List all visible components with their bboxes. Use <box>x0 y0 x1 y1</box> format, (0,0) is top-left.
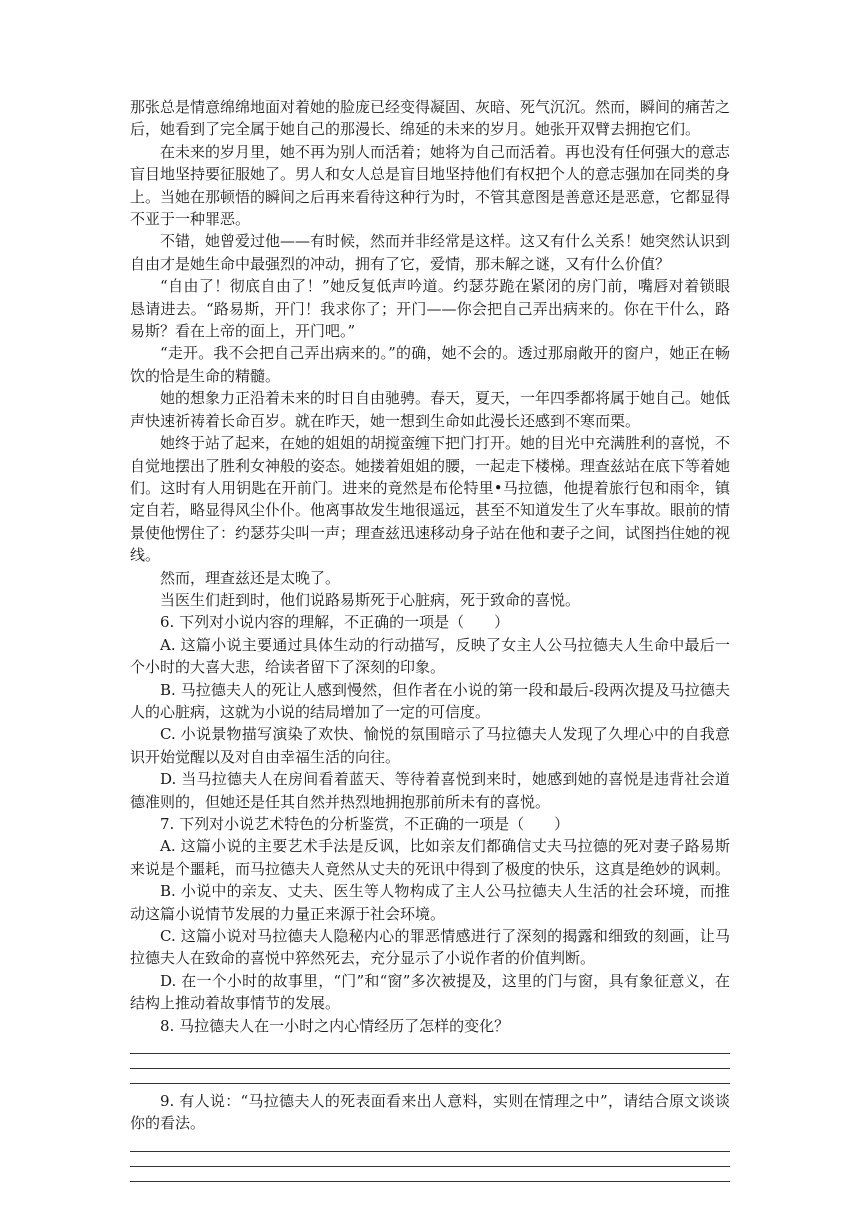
answer-line <box>130 1054 730 1069</box>
question-stem: 7. 下列对小说艺术特色的分析鉴赏，不正确的一项是（ ） <box>160 815 570 833</box>
passage-paragraph: 在未来的岁月里，她不再为别人而活着；她将为自己而活着。再也没有任何强大的意志盲目地坚持要征服她了。男人和女人总是盲目地坚持他们有权把个人的意志强加在同类的身上。当她在那顿悟的瞬间之后再来看待这种行为时，不管其意图是善意还是恶意，它都显得不亚于一种罪恶。 <box>130 142 731 229</box>
option-c: C. 这篇小说对马拉德夫人隐秘内心的罪恶情感进行了深刻的揭露和细致的刻画，让马拉德夫人在致命的喜悦中猝然死去，充分显示了小说作者的价值判断。 <box>130 927 730 968</box>
option-c: C. 小说景物描写演染了欢快、愉悦的氛围暗示了马拉德夫人发现了久埋心中的自我意识开始觉醒以及对自由幸福生活的向往。 <box>130 725 730 766</box>
passage-paragraph: 然而，理查兹还是太晚了。 <box>160 568 341 587</box>
answer-line <box>130 1167 730 1182</box>
exam-content <box>130 96 730 1188</box>
option-d: D. 当马拉德夫人在房间看着蓝天、等待着喜悦到来时，她感到她的喜悦是违背社会道德准则的，但她还是任其自然并热烈地拥抱那前所未有的喜悦。 <box>130 770 730 811</box>
passage-paragraph: 她的想象力正沿着未来的时日自由驰骋。春天，夏天，一年四季都将属于她自己。她低声快速祈祷着长命百岁。就在昨天，她一想到生命如此漫长还感到不寒而栗。 <box>130 389 731 430</box>
passage-paragraph: 她终于站了起来，在她的姐姐的胡搅蛮缠下把门打开。她的目光中充满胜利的喜悦，不自觉地摆出了胜利女神般的姿态。她搂着姐姐的腰，一起走下楼梯。理查兹站在底下等着她们。这时有人用钥匙在开前门。进来的竟然是布伦特里•马拉德，他提着旅行包和雨伞，镇定自若，略显得风尘仆仆。他离事故发生地很遥远，甚至不知道发生了火车事故。眼前的情景使他愣住了：约瑟芬尖叫一声；理查兹迅速移动身子站在他和妻子之间，试图挡住她的视线。 <box>130 434 731 565</box>
answer-line <box>130 1069 730 1084</box>
answer-line <box>130 1041 730 1054</box>
option-a: A. 这篇小说主要通过具体生动的行动描写，反映了女主人公马拉德夫人生命中最后一个小时的大喜大悲，给读者留下了深刻的印象。 <box>130 635 730 677</box>
passage-paragraph: “自由了！彻底自由了！”她反复低声吟道。约瑟芬跪在紧闭的房门前，嘴唇对着锁眼恳请进去。“路易斯，开门！我求你了；开门——你会把自己弄出病来的。你在干什么，路易斯？看在上帝的面上，开门吧。” <box>130 277 730 341</box>
option-a: A. 这篇小说的主要艺术手法是反讽，比如亲友们都确信丈夫马拉德的死对妻子路易斯来说是个噩耗，而马拉德夫人竟然从丈夫的死讯中得到了极度的快乐，这真是绝妙的讽刺。 <box>130 837 731 878</box>
question-8 <box>130 1015 730 1084</box>
question-stem: 6. 下列对小说内容的理解，不正确的一项是（ ） <box>160 613 510 632</box>
passage-paragraph: 那张总是情意绵绵地面对着她的脸庞已经变得凝固、灰暗、死气沉沉。然而，瞬间的痛苦之后，她看到了完全属于她自己的那漫长、绵延的未来的岁月。她张开双臂去拥抱它们。 <box>130 98 731 139</box>
option-b: B. 马拉德夫人的死让人感到慢然，但作者在小说的第一段和最后-段两次提及马拉德夫人的心脏病，这就为小说的结局增加了一定的可信度。 <box>130 680 730 721</box>
passage-paragraph: 当医生们赶到时，他们说路易斯死于心脏病，死于致命的喜悦。 <box>160 590 581 609</box>
question-stem: 9. 有人说：“马拉德夫人的死表面看来出人意料，实则在情理之中”，请结合原文谈谈你的看法。 <box>130 1092 730 1133</box>
passage-paragraph: “走开。我不会把自己弄出病来的。”的确，她不会的。透过那扇敞开的窗户，她正在畅饮的恰是生命的精髓。 <box>130 344 730 385</box>
question-7 <box>130 813 730 1015</box>
passage-paragraph: 不错，她曾爱过他——有时候，然而并非经常是这样。这又有什么关系！她突然认识到自由才是她生命中最强烈的冲动，拥有了它，爱情，那未解之谜，又有什么价值？ <box>130 232 731 273</box>
answer-line <box>130 1152 730 1167</box>
option-d: D. 在一个小时的故事里，“门”和“窗”多次被提及，这里的门与窗，具有象征意义，在结构上推动着故事情节的发展。 <box>130 971 730 1013</box>
question-6 <box>130 611 730 813</box>
answer-line <box>130 1139 730 1152</box>
question-stem: 8. 马拉德夫人在一小时之内心情经历了怎样的变化？ <box>160 1016 510 1035</box>
answer-area[interactable] <box>130 1041 730 1084</box>
answer-area[interactable] <box>130 1139 730 1182</box>
option-b: B. 小说中的亲友、丈夫、医生等人物构成了主人公马拉德夫人生活的社会环境，而推动这篇小说情节发展的力量正来源于社会环境。 <box>130 882 730 923</box>
question-9 <box>130 1090 730 1182</box>
